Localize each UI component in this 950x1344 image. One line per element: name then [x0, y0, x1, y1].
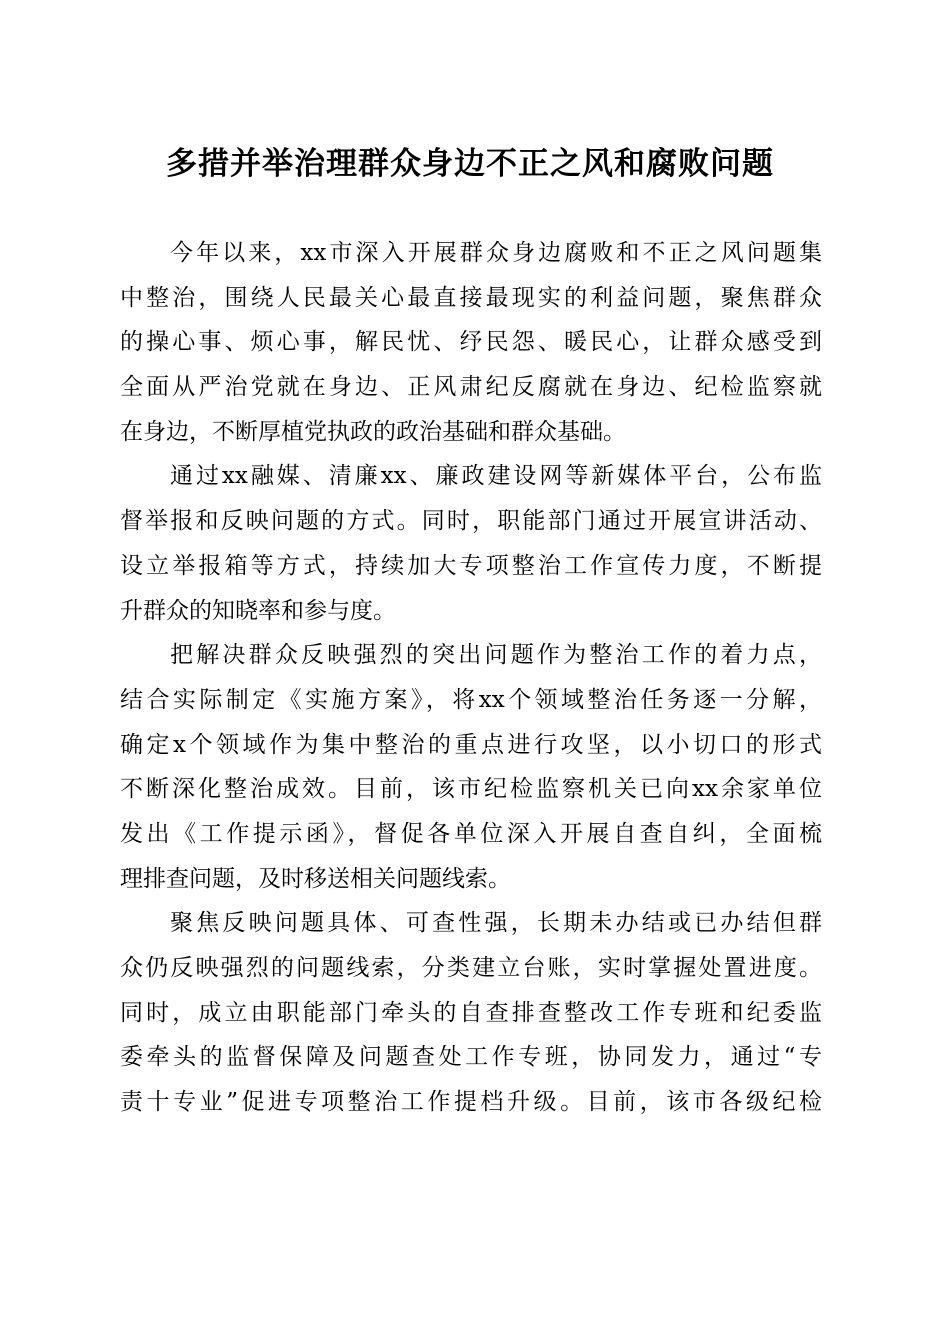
text-line: 发出《工作提示函》，督促各单位深入开展自查自纠，全面梳	[120, 820, 822, 847]
paragraph	[120, 633, 822, 901]
document-title: 多措并举治理群众身边不正之风和腐败问题	[166, 146, 774, 182]
text-line: 同时，成立由职能部门牵头的自查排查整改工作专班和纪委监	[120, 999, 822, 1026]
text-line: 聚焦反映问题具体、可查性强，长期未办结或已办结但群	[170, 910, 822, 937]
document-body	[120, 231, 822, 1125]
text-line: 全面从严治党就在身边、正风肃纪反腐就在身边、纪检监察就	[120, 374, 822, 401]
text-line: 众仍反映强烈的问题线索，分类建立台账，实时掌握处置进度。	[120, 955, 822, 981]
text-line: 今年以来，xx市深入开展群众身边腐败和不正之风问题集	[170, 240, 822, 266]
text-line: 在身边，不断厚植党执政的政治基础和群众基础。	[120, 418, 626, 445]
text-line: 的操心事、烦心事，解民忧、纾民怨、暖民心，让群众感受到	[120, 329, 822, 356]
paragraph	[120, 454, 822, 633]
text-line: 设立举报箱等方式，持续加大专项整治工作宣传力度，不断提	[120, 552, 822, 579]
text-line: 不断深化整治成效。目前，该市纪检监察机关已向xx余家单位	[120, 776, 822, 803]
text-line: 中整治，围绕人民最关心最直接最现实的利益问题，聚焦群众	[120, 284, 822, 311]
text-line: 理排查问题，及时移送相关问题线索。	[120, 865, 511, 892]
paragraph	[120, 901, 822, 1124]
text-line: 确定x个领域作为集中整治的重点进行攻坚，以小切口的形式	[120, 731, 822, 758]
text-line: 升群众的知晓率和参与度。	[120, 597, 396, 624]
text-line: 委牵头的监督保障及问题查处工作专班，协同发力，通过“专	[120, 1044, 822, 1071]
text-line: 把解决群众反映强烈的突出问题作为整治工作的着力点，	[170, 642, 822, 669]
text-line: 责十专业”促进专项整治工作提档升级。目前，该市各级纪检	[120, 1089, 822, 1116]
text-line: 通过xx融媒、清廉xx、廉政建设网等新媒体平台，公布监	[170, 463, 822, 490]
paragraph	[120, 231, 822, 454]
text-line: 督举报和反映问题的方式。同时，职能部门通过开展宣讲活动、	[120, 508, 822, 535]
text-line: 结合实际制定《实施方案》，将xx个领域整治任务逐一分解，	[120, 686, 822, 713]
